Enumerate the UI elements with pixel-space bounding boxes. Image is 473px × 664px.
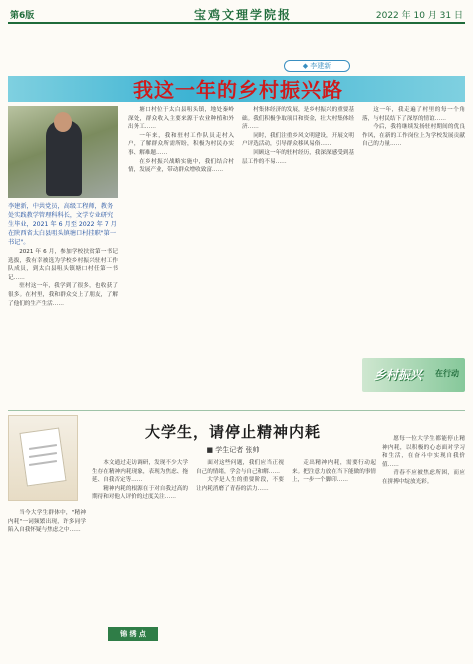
newspaper-name: 宝鸡文理学院报 xyxy=(193,8,292,22)
paragraph: 塘口村位于太白县咀头镇，地处秦岭深处，群众收入主要来源于农业种植和外出务工…… xyxy=(128,107,234,131)
feature-column-1 xyxy=(8,248,118,405)
paragraph: 回顾这一年的驻村经历，我深深感受到基层工作的不易…… xyxy=(242,149,354,165)
second-author: ■ 学生记者 张帅 xyxy=(206,446,260,454)
second-column-d xyxy=(292,459,376,659)
paragraph: 一年来，我和驻村工作队员走村入户，了解群众所需所盼，积极为村民办实事、解难题…… xyxy=(128,132,234,156)
feature-column-3 xyxy=(242,106,354,405)
feature-headline: 我这一年的乡村振兴路 xyxy=(133,78,343,102)
paragraph: 当今大学生群体中，"精神内耗"一词频繁出现，许多同学陷入自我怀疑与焦虑之中…… xyxy=(8,510,86,534)
paragraph: 同时，我们注重乡风文明建设，开展文明户评选活动，引导群众移风易俗…… xyxy=(242,132,354,148)
second-headline: 大学生，请停止精神内耗 xyxy=(144,423,321,441)
paragraph: 青春不应被焦虑所困，而应在拼搏中绽放光彩。 xyxy=(382,470,465,485)
paragraph: 驻村这一年，我学到了很多，也收获了很多。在村里，我和群众交上了朋友，了解了他们的生产生活…… xyxy=(8,283,118,307)
author-photo xyxy=(8,106,118,198)
paragraph: 村集体经济的发展，是乡村振兴的重要基础。我们积极争取项目和资金，壮大村集体经济…… xyxy=(242,107,354,131)
headline-bar xyxy=(8,76,465,102)
paragraph: 愿每一位大学生都能停止精神内耗，以积极的心态面对学习和生活，在奋斗中实现自我价值…… xyxy=(382,436,465,468)
section-divider xyxy=(8,410,465,411)
feature-article xyxy=(8,30,465,405)
paragraph: 走出精神内耗，需要行动起来。把注意力放在当下能做的事情上，一步一个脚印…… xyxy=(292,460,376,484)
paragraph: 大学是人生的重要阶段，不要让内耗消磨了青春的活力…… xyxy=(196,477,284,492)
feature-column-4 xyxy=(362,106,465,352)
paragraph: 精神内耗的根源在于对自我过高的期待和对他人评价的过度关注…… xyxy=(92,485,188,501)
paragraph: 本文通过走访调研，发现不少大学生存在精神内耗现象，表现为焦虑、拖延、自我否定等…… xyxy=(92,460,188,484)
second-article xyxy=(8,415,465,660)
issue-date: 2022 年 10 月 31 日 xyxy=(375,11,463,21)
section-stamp: 锦 绣 点 xyxy=(108,627,158,641)
second-column-e xyxy=(382,435,465,659)
photo-caption: 李建新，中共党员，高级工程师，教务处实践教学管理科科长，文学专业研究生毕业，2021 年 6 月至 2022 年 7 月在陕西省太白县咀头镇塘口村挂职"第一书记"。 xyxy=(8,203,117,246)
page-header xyxy=(8,6,465,24)
author-tag: ◆ 李建新 xyxy=(284,60,350,72)
books-illustration xyxy=(8,415,78,501)
second-column-a xyxy=(8,509,86,659)
feature-column-2 xyxy=(128,106,234,405)
book-shape xyxy=(19,427,66,486)
paragraph: 在乡村振兴战略实施中，我们结合村情，发展产业，带动群众增收致富…… xyxy=(128,158,234,174)
page-number: 第6版 xyxy=(10,11,35,21)
paragraph: 今后，我将继续发扬驻村期间的优良作风，在新的工作岗位上为学校发展贡献自己的力量…… xyxy=(362,124,465,148)
banner-sub-text: 在行动 xyxy=(435,369,459,378)
paragraph: 这一年，我走遍了村里的每一个角落，与村民结下了深厚的情谊…… xyxy=(362,107,465,122)
paragraph: 面对这些问题，我们应当正视自己的情绪，学会与自己和解…… xyxy=(196,460,284,475)
rural-revitalization-banner xyxy=(362,358,465,392)
paragraph: 2021 年 6 月，参加学校扶贫第一书记选拔，我有幸被选为学校乡村振兴驻村工作队成员，到太白县咀头镇塘口村任第一书记…… xyxy=(8,249,118,281)
banner-main-text: 乡村振兴 xyxy=(374,368,423,382)
second-column-c xyxy=(196,459,284,659)
person-head xyxy=(54,112,72,132)
